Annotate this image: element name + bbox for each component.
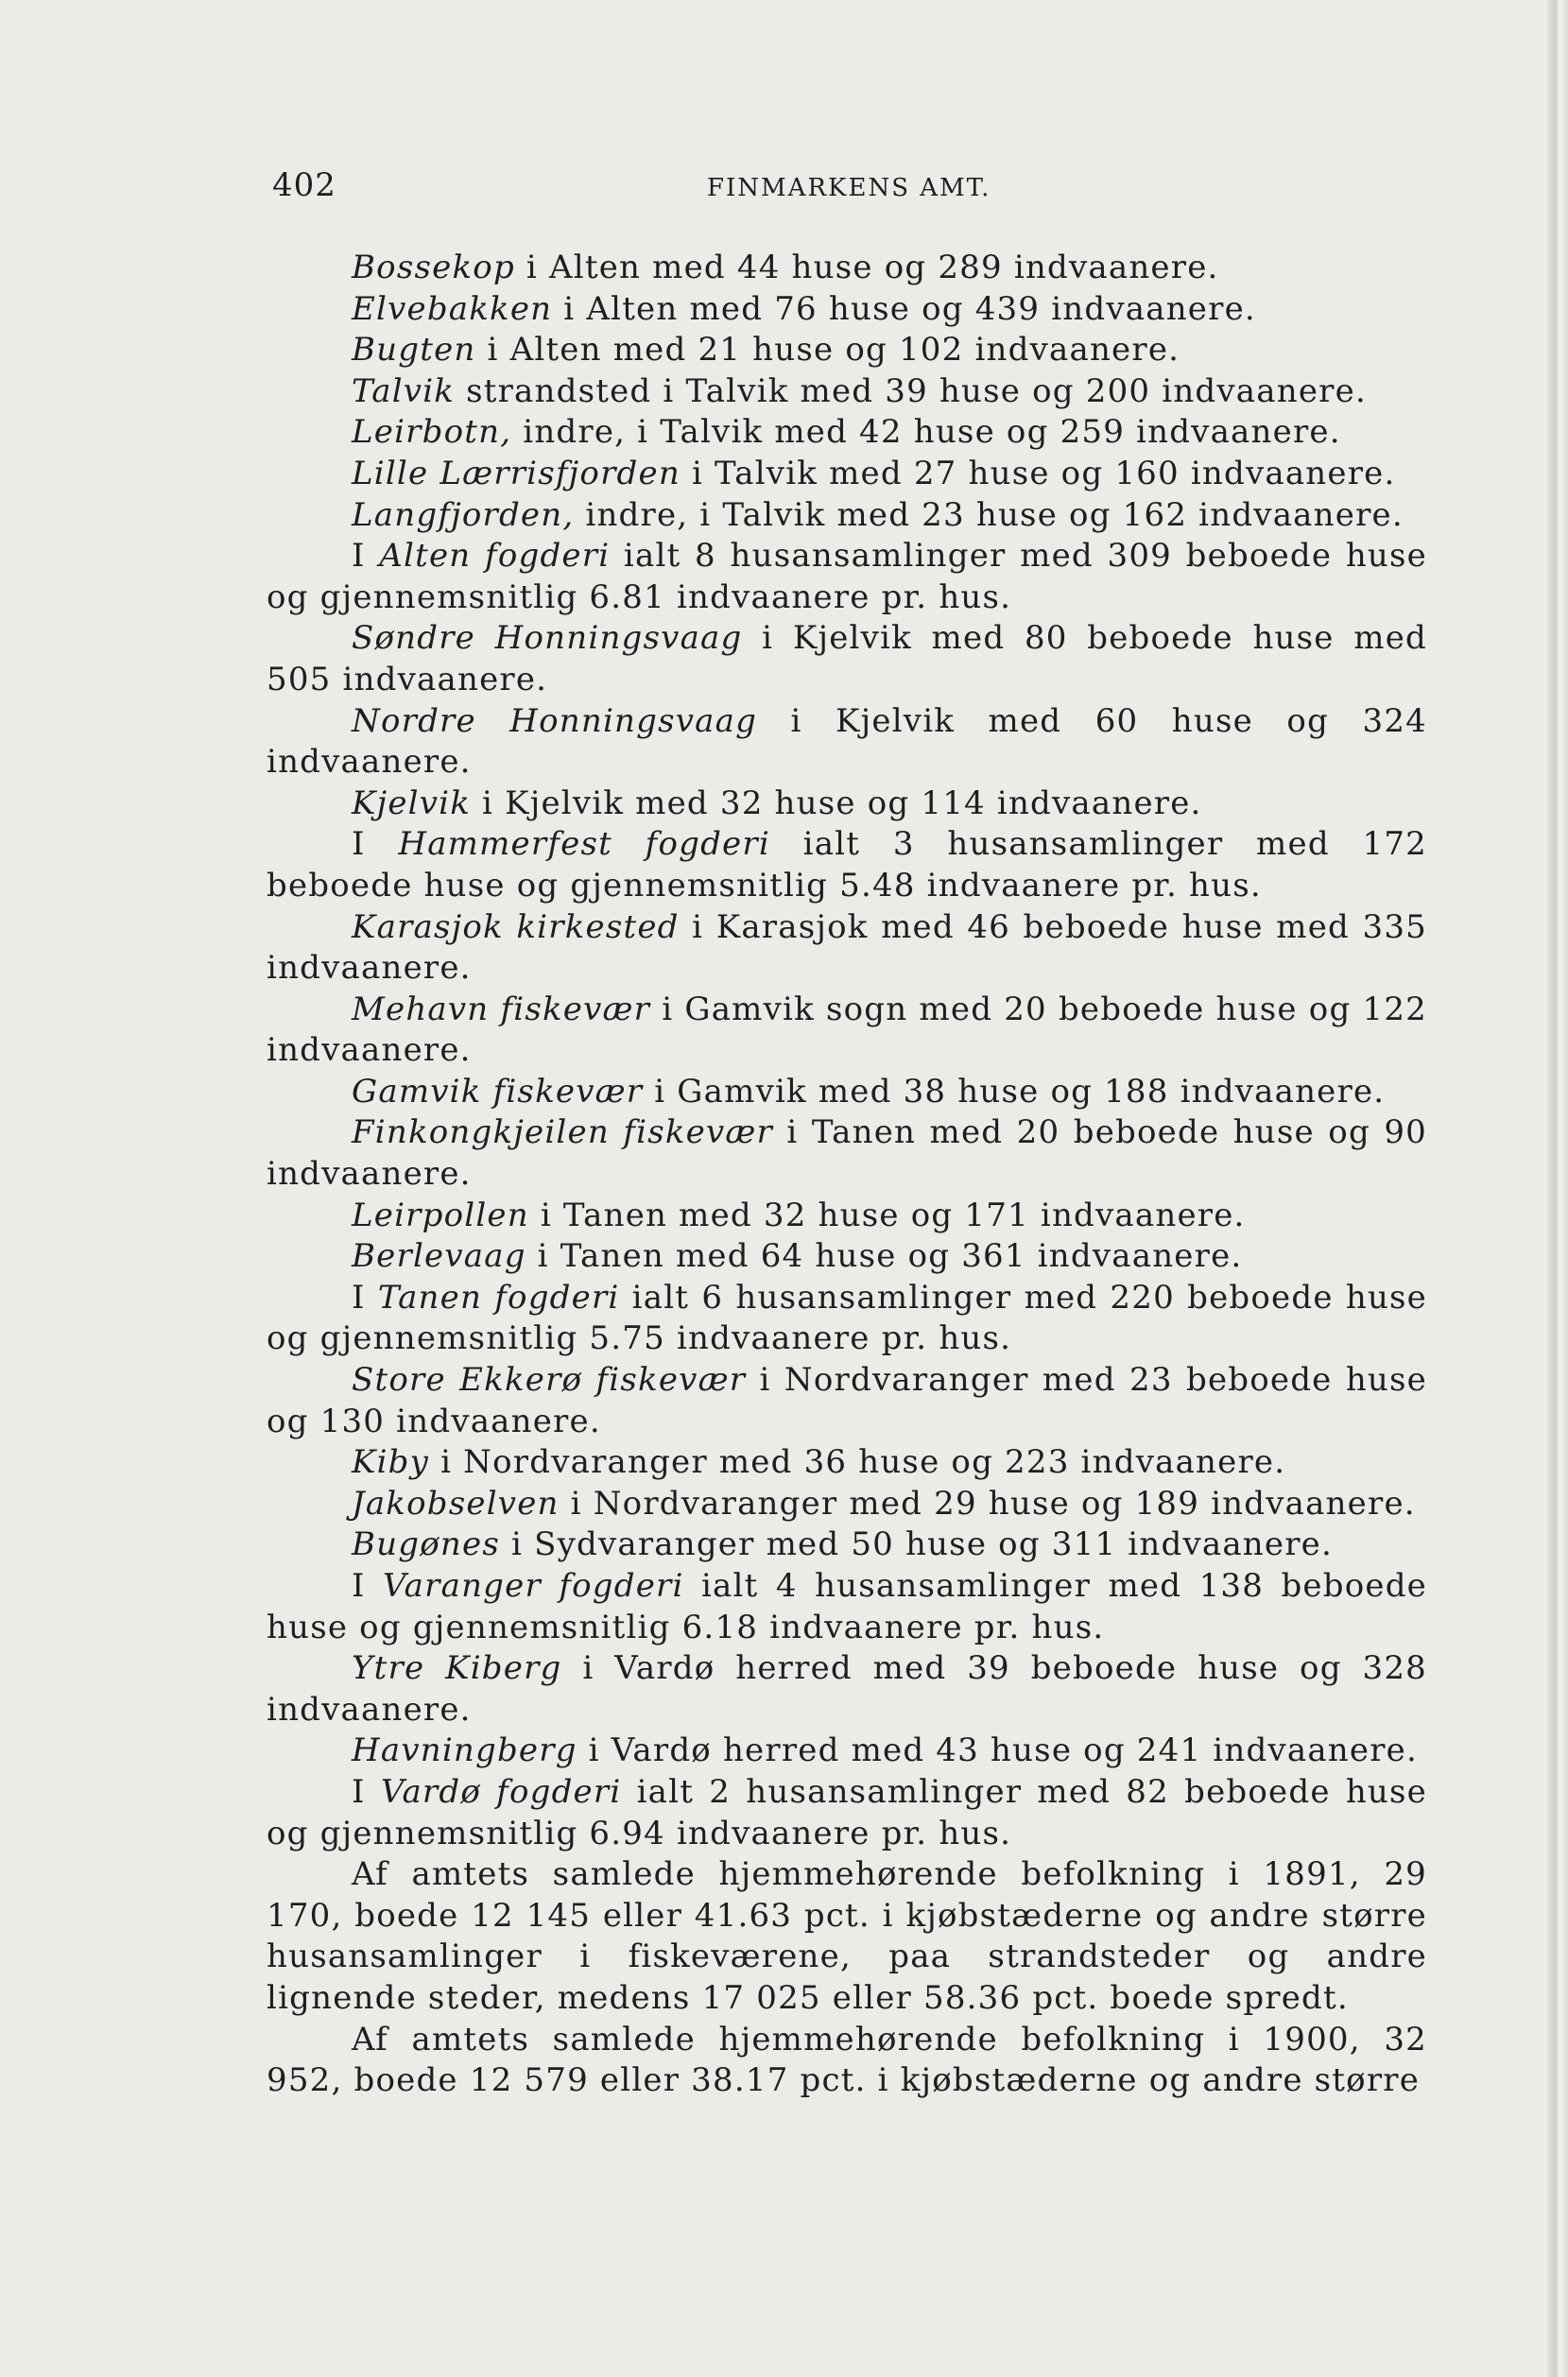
text-entry [267,495,1427,537]
place-name: Ytre Kiberg [352,1649,562,1688]
entry-text: i Karasjok med 46 beboede huse med 335 indvaanere. [267,907,1427,988]
text-entry [267,1524,1427,1566]
text-entry [267,1278,1427,1360]
entry-prefix: I [352,1772,381,1811]
entry-text: i Alten med 21 huse og 102 indvaanere. [475,331,1180,370]
text-entry [267,2020,1427,2102]
place-name: Jakobselven [352,1484,560,1523]
place-name: Havningberg [352,1731,577,1770]
text-entry [267,1731,1427,1772]
text-entry [267,289,1427,331]
entry-text: strandsted i Talvik med 39 huse og 200 indvaanere. [455,371,1367,410]
text-entry [267,1442,1427,1484]
entry-text: i Kjelvik med 32 huse og 114 indvaanere. [471,784,1202,822]
page-number: 402 [272,166,336,204]
place-name: Bossekop [352,249,515,286]
text-entry [267,990,1427,1072]
entry-text: indre, i Talvik med 23 huse og 162 indvaanere. [574,495,1404,534]
place-name: Langfjorden, [352,495,575,534]
place-name: Bugten [352,331,476,370]
entry-prefix: I [352,537,380,576]
place-name: Gamvik fiskevær [352,1072,644,1111]
entry-text: i Talvik med 27 huse og 160 indvaanere. [680,454,1396,492]
place-name: Store Ekkerø fiskevær [352,1361,747,1400]
entry-text: i Alten med 76 huse og 439 indvaanere. [552,289,1256,328]
entry-text: i Gamvik sogn med 20 beboede huse og 122 indvaanere. [267,990,1427,1070]
text-entry [267,824,1427,906]
place-name: Lille Lærrisfjorden [352,454,681,492]
text-entry [267,1360,1427,1442]
entry-text: i Nordvaranger med 23 beboede huse og 130 indvaanere. [267,1361,1427,1440]
entry-text: i Kjelvik med 80 beboede huse med 505 indvaanere. [267,619,1427,698]
entry-text: i Nordvaranger med 36 huse og 223 indvaanere. [429,1443,1286,1482]
entry-text: i Vardø herred med 39 beboede huse og 328 indvaanere. [267,1649,1428,1729]
place-name: Talvik [352,371,456,410]
place-name: Karasjok kirkested [352,907,680,946]
entry-text: ialt 3 husansamlinger med 172 beboede huse og gjennemsnitlig 5.48 indvaanere pr. hus. [267,825,1427,904]
text-entry [267,1236,1427,1278]
entry-prefix: I [352,825,399,864]
page-header [272,166,1425,214]
place-name: Nordre Honningsvaag [352,701,758,740]
text-entry [267,536,1427,618]
entry-text: ialt 8 husansamlinger med 309 beboede huse og gjennemsnitlig 6.81 indvaanere pr. hus. [267,537,1427,616]
text-entry [267,1566,1427,1648]
place-name: Bugønes [352,1525,500,1564]
text-entry [267,1072,1427,1113]
place-name: Kiby [352,1443,430,1482]
text-entry [267,1772,1427,1854]
place-name: Leirpollen [352,1196,529,1234]
text-entry [267,412,1427,454]
entry-text: i Tanen med 64 huse og 361 indvaanere. [526,1237,1243,1276]
entry-text: indre, i Talvik med 42 huse og 259 indvaanere. [511,413,1341,452]
place-name: Elvebakken [352,289,553,328]
place-name: Leirbotn, [352,413,512,452]
text-entry [267,454,1427,495]
place-name: Hammerfest fogderi [398,825,770,864]
text-entry [267,1854,1427,2019]
entry-prefix: I [352,1278,378,1317]
entry-text: i Sydvaranger med 50 huse og 311 indvaanere. [499,1525,1333,1564]
entry-text: i Alten med 44 huse og 289 indvaanere. [514,249,1219,286]
entry-text: Af amtets samlede hjemmehørende befolkning i 1891, 29 170, boede 12 145 eller 41.63 pct. i kjøbstæderne og andre større husansamlinger i fiskeværene, paa strandsteder og andre lignende steder, medens 17 025 eller 58.36 pct. boede spredt. [267,1855,1427,2017]
entry-text: i Gamvik med 38 huse og 188 indvaanere. [643,1072,1386,1111]
place-name: Berlevaag [352,1237,526,1276]
text-entry [267,1648,1427,1731]
text-entry [267,248,1427,289]
place-name: Kjelvik [352,784,472,822]
body-text [267,248,1427,2102]
entry-prefix: I [352,1567,384,1605]
text-entry [267,618,1427,700]
entry-text: ialt 2 husansamlinger med 82 beboede huse og gjennemsnitlig 6.94 indvaanere pr. hus. [267,1772,1428,1852]
entry-text: i Vardø herred med 43 huse og 241 indvaanere. [577,1731,1418,1770]
place-name: Vardø fogderi [380,1772,622,1811]
place-name: Finkongkjeilen fiskevær [352,1113,773,1152]
entry-text: i Tanen med 20 beboede huse og 90 indvaanere. [267,1113,1427,1194]
entry-text: i Kjelvik med 60 huse og 324 indvaanere. [267,701,1427,782]
text-entry [267,907,1427,990]
place-name: Alten fogderi [379,537,611,576]
entry-text: Af amtets samlede hjemmehørende befolkning i 1900, 32 952, boede 12 579 eller 38.17 pct. i kjøbstæderne og andre større [267,2020,1427,2100]
text-entry [267,784,1427,825]
entry-text: ialt 4 husansamlinger med 138 beboede huse og gjennemsnitlig 6.18 indvaanere pr. hus. [267,1567,1427,1646]
text-entry [267,330,1427,371]
place-name: Tanen fogderi [377,1278,620,1317]
entry-text: ialt 6 husansamlinger med 220 beboede huse og gjennemsnitlig 5.75 indvaanere pr. hus. [267,1278,1428,1358]
text-entry [267,371,1427,413]
text-entry [267,1196,1427,1237]
text-entry [267,1112,1427,1195]
place-name: Mehavn fiskevær [352,990,651,1028]
page-edge [1547,0,1568,2377]
running-title: FINMARKENS AMT. [707,174,991,202]
place-name: Varanger fogderi [383,1567,684,1605]
text-entry [267,701,1427,784]
entry-text: i Nordvaranger med 29 huse og 189 indvaanere. [559,1484,1416,1523]
text-entry [267,1484,1427,1525]
place-name: Søndre Honningsvaag [352,619,743,658]
entry-text: i Tanen med 32 huse og 171 indvaanere. [528,1196,1246,1234]
